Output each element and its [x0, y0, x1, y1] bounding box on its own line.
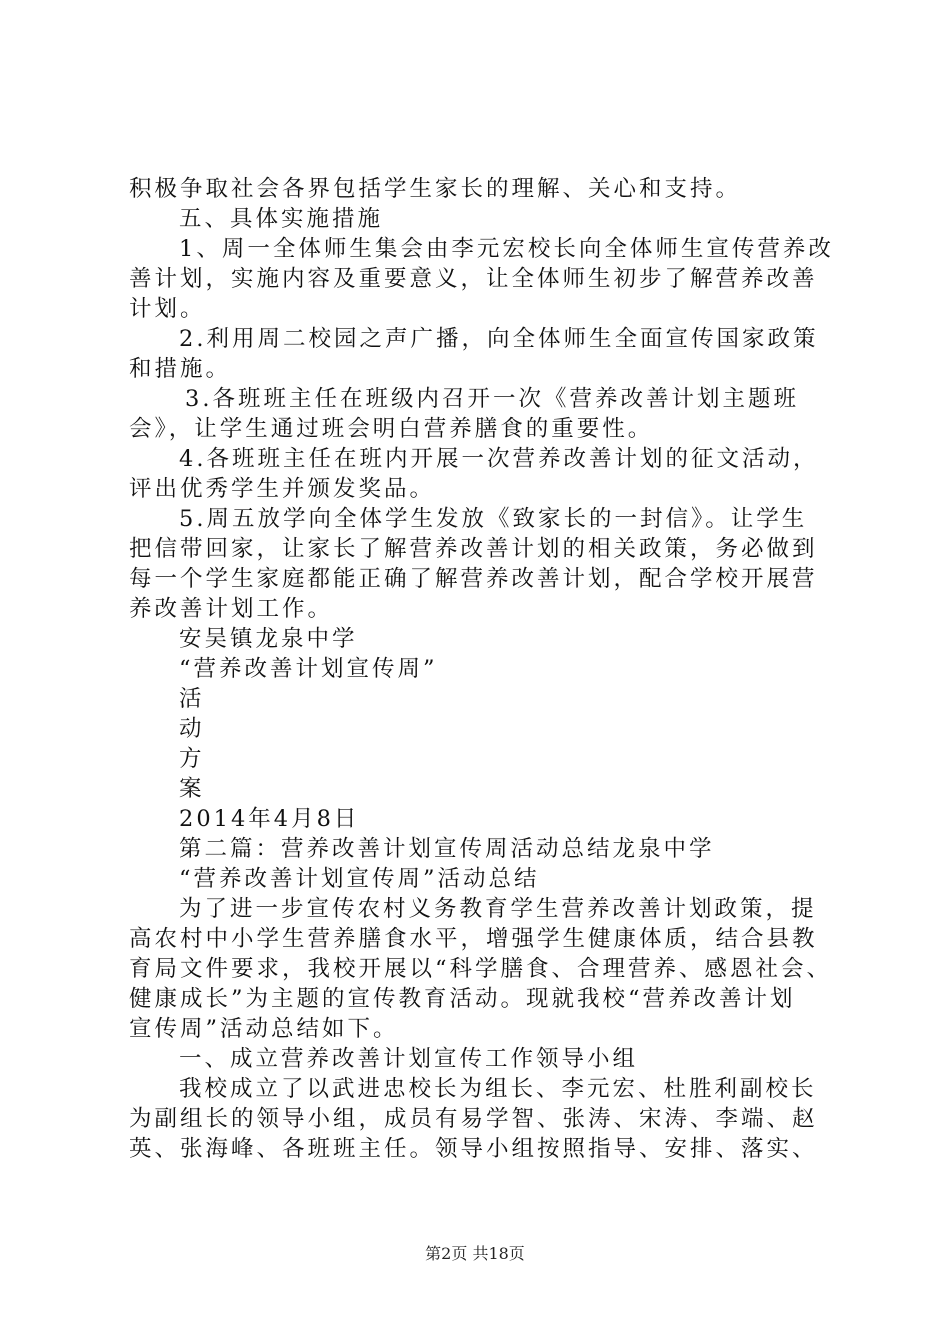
page-footer: 第2页 共18页	[425, 1244, 525, 1263]
school-name: 安吴镇龙泉中学	[179, 626, 358, 652]
text-line: 英、张海峰、各班班主任。领导小组按照指导、安排、落实、	[129, 1136, 818, 1162]
text-line: 计划。	[129, 296, 206, 322]
chapter-heading: 第二篇：营养改善计划宣传周活动总结龙泉中学	[179, 836, 715, 862]
vertical-char: 动	[179, 716, 205, 742]
text-line: 会》，让学生通过班会明白营养膳食的重要性。	[129, 416, 654, 442]
text-line: 2.利用周二校园之声广播，向全体师生全面宣传国家政策	[179, 326, 819, 352]
text-line: 为副组长的领导小组，成员有易学智、张涛、宋涛、李端、赵	[129, 1106, 818, 1132]
plan-title: “营养改善计划宣传周”	[179, 656, 438, 682]
vertical-char: 案	[179, 776, 205, 802]
text-line: 善计划，实施内容及重要意义，让全体师生初步了解营养改善	[129, 266, 818, 292]
text-line: 宣传周”活动总结如下。	[129, 1016, 399, 1042]
text-line: 和措施。	[129, 356, 232, 382]
text-line: 评出优秀学生并颁发奖品。	[129, 476, 436, 502]
text-line: 养改善计划工作。	[129, 596, 334, 622]
text-line: 4.各班班主任在班内开展一次营养改善计划的征文活动，	[179, 446, 819, 472]
document-body	[129, 174, 834, 1164]
text-line: 1、周一全体师生集会由李元宏校长向全体师生宣传营养改	[179, 236, 834, 262]
vertical-char: 方	[179, 746, 205, 772]
section-heading: 一、成立营养改善计划宣传工作领导小组	[179, 1046, 639, 1072]
text-line: 育局文件要求，我校开展以“科学膳食、合理营养、感恩社会、	[129, 956, 833, 982]
text-line: 3.各班班主任在班级内召开一次《营养改善计划主题班	[185, 386, 799, 412]
summary-title: “营养改善计划宣传周”活动总结	[179, 866, 540, 892]
text-line: 我校成立了以武进忠校长为组长、李元宏、杜胜利副校长	[179, 1076, 817, 1102]
text-line: 为了进一步宣传农村义务教育学生营养改善计划政策，提	[179, 896, 817, 922]
text-line: 积极争取社会各界包括学生家长的理解、关心和支持。	[129, 176, 742, 202]
section-heading: 五、具体实施措施	[179, 206, 384, 232]
text-line: 把信带回家，让家长了解营养改善计划的相关政策，务必做到	[129, 536, 818, 562]
date-line: 2014年4月8日	[179, 806, 360, 832]
text-line: 高农村中小学生营养膳食水平，增强学生健康体质，结合县教	[129, 926, 818, 952]
vertical-char: 活	[179, 686, 205, 712]
text-line: 5.周五放学向全体学生发放《致家长的一封信》。让学生	[179, 506, 808, 532]
text-line: 健康成长”为主题的宣传教育活动。现就我校“营养改善计划	[129, 986, 796, 1012]
text-line: 每一个学生家庭都能正确了解营养改善计划，配合学校开展营	[129, 566, 818, 592]
